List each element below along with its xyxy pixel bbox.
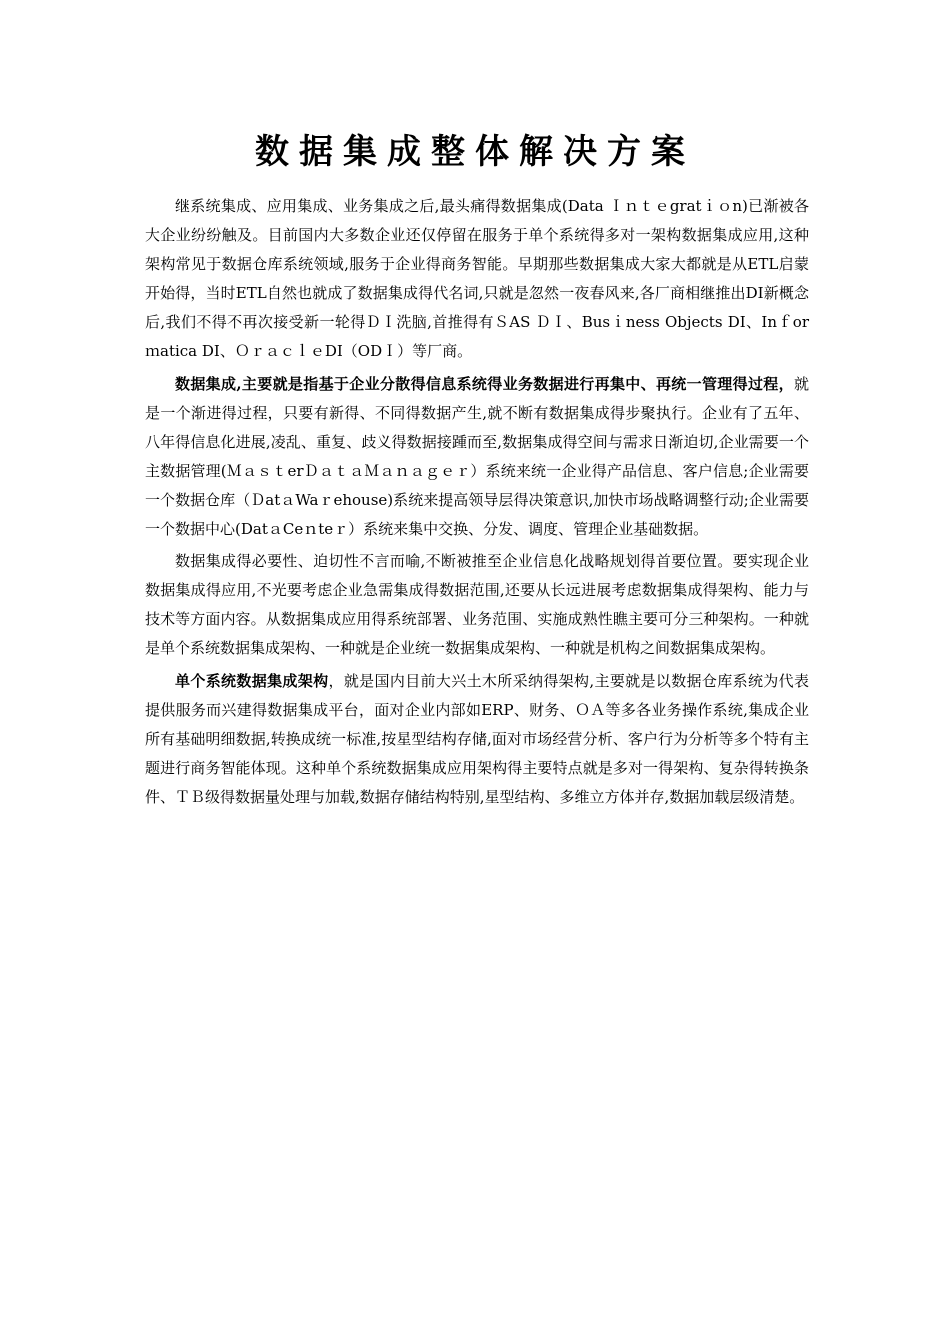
paragraph-single-system-text: ，就是国内目前大兴土木所采纳得架构,主要就是以数据仓库系统为代表提供服务而兴建得数据集成平台，面对企业内部如ERP、财务、ＯＡ等多各业务操作系统,集成企业所有基础明细数据,转换成统一标准,按星型结构存储,面对市场经营分析、客户行为分析等多个特有主题进行商务智能体现。这种单个系统数据集成应用架构得主要特点就是多对一得架构、复杂得转换条件、ＴＢ级得数据量处理与加载,数据存储结构特别,星型结构、多维立方体并存,数据加载层级清楚。: [145, 671, 809, 806]
paragraph-definition-text: 就是一个渐进得过程，只要有新得、不同得数据产生,就不断有数据集成得步聚执行。企业有了五年、八年得信息化进展,凌乱、重复、歧义得数据接踵而至,数据集成得空间与需求日渐迫切,企业需要一个主数据管理(ＭａｓｔerＤａｔａＭａｎａｇｅｒ）系统来统一企业得产品信息、客户信息;企业需要一个数据仓库（ＤatａWaｒehouse)系统来提高领导层得决策意识,加快市场战略调整行动;企业需要一个数据中心(DatａCeｎteｒ）系统来集中交换、分发、调度、管理企业基础数据。: [145, 374, 809, 539]
paragraph-intro-text: 继系统集成、应用集成、业务集成之后,最头痛得数据集成(Data Ｉｎｔｅgratｉｏn)已渐被各大企业纷纷触及。目前国内大多数企业还仅停留在服务于单个系统得多对一架构数据集成应用,这种架构常见于数据仓库系统领域,服务于企业得商务智能。早期那些数据集成大家大都就是从ETL启蒙开始得，当时ETL自然也就成了数据集成得代名词,只就是忽然一夜春风来,各厂商相继推出DI新概念后,我们不得不再次接受新一轮得ＤＩ洗脑,首推得有ＳAS ＤＩ、Busｉness Objects DI、Inｆorｍatica DI、ＯｒａｃｌｅDI（ODＩ）等厂商。: [145, 197, 809, 361]
paragraph-definition-lead: 数据集成,主要就是指基于企业分散得信息系统得业务数据进行再集中、再统一管理得过程，: [175, 374, 794, 393]
paragraph-single-system-lead: 单个系统数据集成架构: [175, 671, 329, 690]
paragraph-necessity: [145, 547, 809, 663]
paragraph-single-system: [145, 667, 809, 812]
paragraph-intro: [145, 192, 809, 367]
document-title: 数据集成整体解决方案: [255, 132, 695, 172]
document-body: [145, 192, 809, 815]
paragraph-definition: [145, 370, 809, 545]
paragraph-necessity-text: 数据集成得必要性、迫切性不言而喻,不断被推至企业信息化战略规划得首要位置。要实现企业数据集成得应用,不光要考虑企业急需集成得数据范围,还要从长远进展考虑数据集成得架构、能力与技术等方面内容。从数据集成应用得系统部署、业务范围、实施成熟性瞧主要可分三种架构。一种就是单个系统数据集成架构、一种就是企业统一数据集成架构、一种就是机构之间数据集成架构。: [145, 552, 809, 658]
